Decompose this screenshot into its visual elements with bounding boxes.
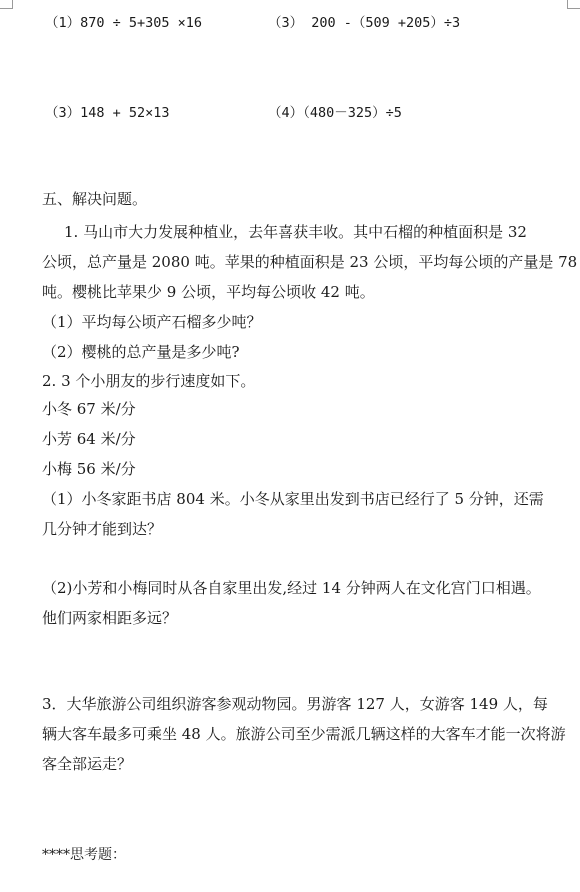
- problem2-speed-xiaomei: 小梅 56 米/分: [42, 460, 136, 478]
- page-corner-mark-right: [567, 0, 580, 9]
- problem1-line2: 公顷，总产量是 2080 吨。苹果的种植面积是 23 公顷，平均每公顷的产量是 78: [42, 253, 578, 271]
- calc-expression-3: （3）148 + 52×13: [45, 105, 170, 121]
- calc-expression-1: （1）870 ÷ 5+305 ×16: [45, 15, 203, 31]
- section-title: 五、解决问题。: [42, 190, 148, 208]
- problem2-question1-line2: 几分钟才能到达？: [42, 520, 163, 538]
- problem3-line2: 辆大客车最多可乘坐 48 人。旅游公司至少需派几辆这样的大客车才能一次将游: [42, 725, 566, 743]
- problem1-question2: （2）樱桃的总产量是多少吨?: [42, 343, 240, 361]
- problem1-question1: （1）平均每公顷产石榴多少吨？: [42, 313, 262, 331]
- problem1-line3: 吨。樱桃比苹果少 9 公顷，平均每公顷收 42 吨。: [42, 283, 375, 301]
- problem1-line1: 1. 马山市大力发展种植业，去年喜获丰收。其中石榴的种植面积是 32: [64, 223, 527, 241]
- problem2-speed-xiaodong: 小冬 67 米/分: [42, 400, 136, 418]
- problem3-line1: 3．大华旅游公司组织游客参观动物园。男游客 127 人，女游客 149 人，每: [42, 695, 548, 713]
- problem3-line3: 客全部运走？: [42, 755, 133, 773]
- calc-expression-4: （4）（480－325）÷5: [268, 105, 402, 121]
- problem2-intro: 2. 3 个小朋友的步行速度如下。: [42, 372, 256, 390]
- page-corner-mark-left: [0, 0, 13, 9]
- thinking-question-title: ****思考题：: [42, 847, 126, 863]
- problem2-question1-line1: （1）小冬家距书店 804 米。小冬从家里出发到书店已经行了 5 分钟，还需: [42, 490, 544, 508]
- problem2-question2-line2: 他们两家相距多远？: [42, 609, 178, 627]
- problem2-question2-line1: （2)小芳和小梅同时从各自家里出发,经过 14 分钟两人在文化宫门口相遇。: [42, 579, 541, 597]
- calc-expression-2: （3） 200 -（509 +205）÷3: [268, 15, 461, 31]
- problem2-speed-xiaofang: 小芳 64 米/分: [42, 430, 136, 448]
